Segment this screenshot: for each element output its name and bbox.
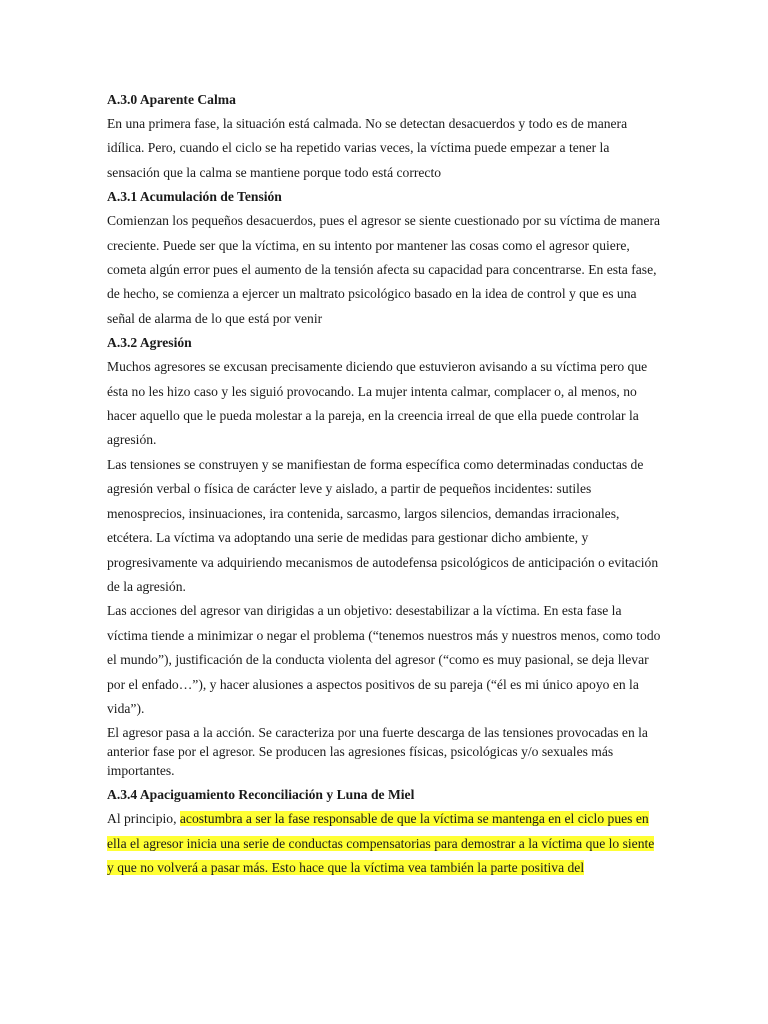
section-heading-agresion: A.3.2 Agresión: [107, 335, 192, 351]
paragraph: En una primera fase, la situación está calmada. No se detectan desacuerdos y todo es de manera idílica. Pero, cuando el ciclo se ha repetido varias veces, la víctima puede empezar a tener la sensación que la calma se mantiene porque todo está correcto: [107, 116, 628, 180]
document-page: [107, 88, 663, 881]
paragraph: Las acciones del agresor van dirigidas a un objetivo: desestabilizar a la víctima. En esta fase la víctima tiende a minimizar o negar el problema (“tenemos nuestros más y nuestros menos, como todo el mundo”), justificación de la conducta violenta del agresor (“como es muy pasional, se deja llevar por el enfado…”), y hacer alusiones a aspectos positivos de su pareja (“él es mi único apoyo en la vida”).: [107, 603, 661, 716]
paragraph: Muchos agresores se excusan precisamente diciendo que estuvieron avisando a su víctima pero que ésta no les hizo caso y les siguió provocando. La mujer intenta calmar, complacer o, al menos, no hacer aquello que le pueda molestar a la pareja, en la creencia irreal de que ella puede controlar la agresión.: [107, 359, 648, 448]
highlighted-text: acostumbra a ser la fase responsable de que la víctima se mantenga en el ciclo pues en ella el agresor inicia una serie de conductas compensatorias para demostrar a la víctima que lo siente y que no volverá a pasar más. Esto hace que la víctima vea también la parte positiva del: [107, 811, 655, 876]
section-heading-apaciguamiento: A.3.4 Apaciguamiento Reconciliación y Luna de Miel: [107, 787, 415, 803]
section-heading-aparente-calma: A.3.0 Aparente Calma: [107, 92, 236, 107]
section-heading-acumulacion-tension: A.3.1 Acumulación de Tensión: [107, 189, 282, 205]
paragraph: El agresor pasa a la acción. Se caracteriza por una fuerte descarga de las tensiones provocadas en la anterior fase por el agresor. Se producen las agresiones físicas, psicológicas y/o sexuales más importantes.: [107, 725, 648, 779]
paragraph: Comienzan los pequeños desacuerdos, pues el agresor se siente cuestionado por su víctima de manera creciente. Puede ser que la víctima, en su intento por mantener las cosas como el agresor quiere, cometa algún error pues el aumento de la tensión afecta su capacidad para concentrarse. En esta fase, de hecho, se comienza a ejercer un maltrato psicológico basado en la idea de control y que es una señal de alarma de lo que está por venir: [107, 213, 661, 326]
paragraph-intro: Al principio,: [107, 811, 180, 827]
paragraph-highlighted: [107, 807, 663, 880]
paragraph: Las tensiones se construyen y se manifiestan de forma específica como determinadas conductas de agresión verbal o física de carácter leve y aislado, a partir de pequeños incidentes: sutiles menosprecios, insinuaciones, ira contenida, sarcasmo, largos silencios, demandas irracionales, etcétera. La víctima va adoptando una serie de medidas para gestionar dicho ambiente, y progresivamente va adquiriendo mecanismos de autodefensa psicológicos de anticipación o evitación de la agresión.: [107, 456, 659, 594]
